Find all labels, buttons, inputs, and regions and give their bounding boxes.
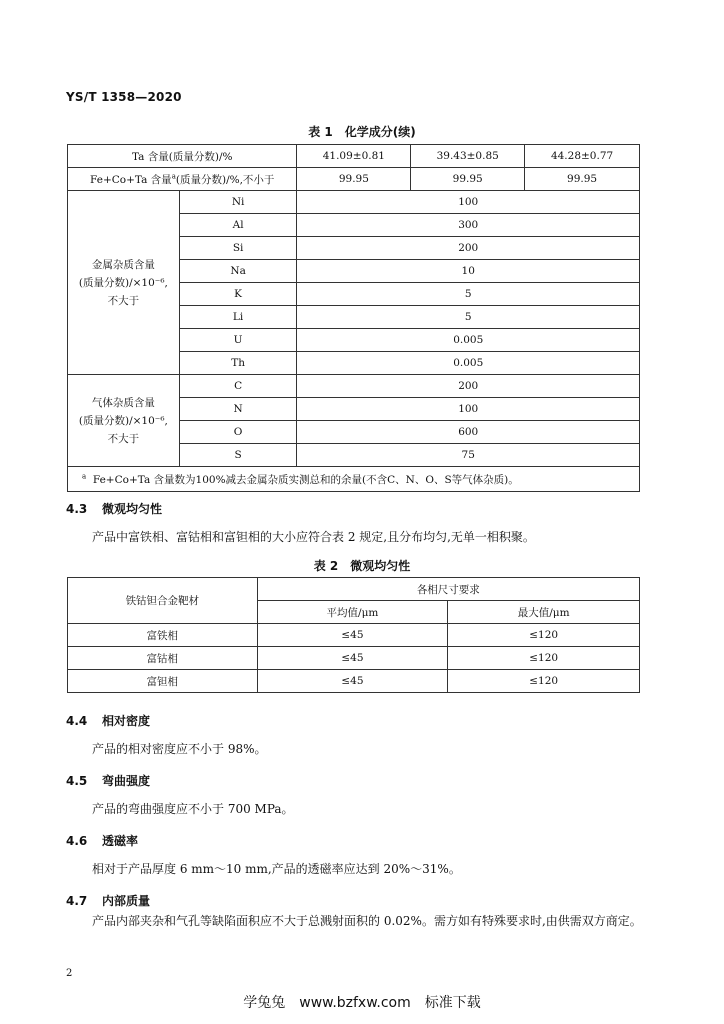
element-cell: Th [179, 352, 297, 375]
section-4-4-heading: 4.4 相对密度 [66, 714, 151, 728]
element-cell: Li [179, 306, 297, 329]
value-cell: 5 [297, 283, 640, 306]
table-row [68, 145, 640, 168]
table-row [68, 375, 640, 398]
value-cell: 100 [297, 398, 640, 421]
element-cell: Ni [179, 191, 297, 214]
table-row [68, 670, 640, 693]
fecota-value: 99.95 [411, 168, 525, 191]
table-row [68, 191, 640, 214]
standard-number: YS/T 1358—2020 [66, 90, 182, 104]
fecota-value: 99.95 [525, 168, 640, 191]
section-4-7-text: 产品内部夹杂和气孔等缺陷面积应不大于总溅射面积的 0.02%。需方如有特殊要求时,由供需双方商定。 [92, 914, 642, 928]
section-4-3-text: 产品中富铁相、富钴相和富钽相的大小应符合表 2 规定,且分布均匀,无单一相积聚。 [92, 530, 535, 544]
section-4-5-heading: 4.5 弯曲强度 [66, 774, 151, 788]
value-cell: 200 [297, 237, 640, 260]
col-max-header: 最大值/μm [448, 601, 640, 624]
element-cell: O [179, 421, 297, 444]
section-4-3-heading: 4.3 微观均匀性 [66, 502, 163, 516]
col-group-header: 各相尺寸要求 [257, 578, 639, 601]
phase-cell: 富钴相 [68, 647, 258, 670]
gas-impurity-label: 气体杂质含量 (质量分数)/×10⁻⁶, 不大于 [68, 375, 180, 467]
page-number: 2 [66, 968, 73, 979]
col-avg-header: 平均值/μm [257, 601, 448, 624]
fecota-value: 99.95 [297, 168, 411, 191]
metal-impurity-label: 金属杂质含量 (质量分数)/×10⁻⁶, 不大于 [68, 191, 180, 375]
table-footnote-row [68, 467, 640, 492]
table-footnote: $^a$ Fe+Co+Ta 含量数为100%减去金属杂质实测总和的余量(不含C、N、O、S等气体杂质)。 [68, 467, 640, 492]
table-row [68, 647, 640, 670]
phase-cell: 富钽相 [68, 670, 258, 693]
value-cell: 75 [297, 444, 640, 467]
max-cell: ≤120 [448, 624, 640, 647]
section-4-4-text: 产品的相对密度应不小于 98%。 [92, 742, 267, 756]
max-cell: ≤120 [448, 670, 640, 693]
ta-label: Ta 含量(质量分数)/% [68, 145, 297, 168]
ta-value: 41.09±0.81 [297, 145, 411, 168]
table-row [68, 624, 640, 647]
table2-caption: 表 2 微观均匀性 [313, 559, 411, 573]
value-cell: 0.005 [297, 352, 640, 375]
phase-cell: 富铁相 [68, 624, 258, 647]
section-4-7-heading: 4.7 内部质量 [66, 894, 151, 908]
micro-uniformity-table [67, 577, 640, 693]
col-target-header: 铁钴钽合金靶材 [68, 578, 258, 624]
value-cell: 0.005 [297, 329, 640, 352]
avg-cell: ≤45 [257, 670, 448, 693]
ta-value: 39.43±0.85 [411, 145, 525, 168]
element-cell: Si [179, 237, 297, 260]
table-header-row [68, 578, 640, 601]
section-4-6-text: 相对于产品厚度 6 mm～10 mm,产品的透磁率应达到 20%～31%。 [92, 862, 461, 876]
ta-value: 44.28±0.77 [525, 145, 640, 168]
fecota-label: Fe+Co+Ta 含量$^a$(质量分数)/%,不小于 [68, 168, 297, 191]
chemical-composition-table [67, 144, 640, 492]
value-cell: 5 [297, 306, 640, 329]
element-cell: Al [179, 214, 297, 237]
value-cell: 300 [297, 214, 640, 237]
value-cell: 600 [297, 421, 640, 444]
table1-caption: 表 1 化学成分(续) [308, 125, 416, 139]
value-cell: 10 [297, 260, 640, 283]
watermark: 学兔兔 www.bzfxw.com 标准下载 [243, 995, 481, 1011]
max-cell: ≤120 [448, 647, 640, 670]
element-cell: C [179, 375, 297, 398]
section-4-5-text: 产品的弯曲强度应不小于 700 MPa。 [92, 802, 294, 816]
table-row [68, 168, 640, 191]
element-cell: K [179, 283, 297, 306]
avg-cell: ≤45 [257, 624, 448, 647]
element-cell: Na [179, 260, 297, 283]
avg-cell: ≤45 [257, 647, 448, 670]
element-cell: S [179, 444, 297, 467]
value-cell: 100 [297, 191, 640, 214]
value-cell: 200 [297, 375, 640, 398]
element-cell: U [179, 329, 297, 352]
element-cell: N [179, 398, 297, 421]
section-4-6-heading: 4.6 透磁率 [66, 834, 139, 848]
